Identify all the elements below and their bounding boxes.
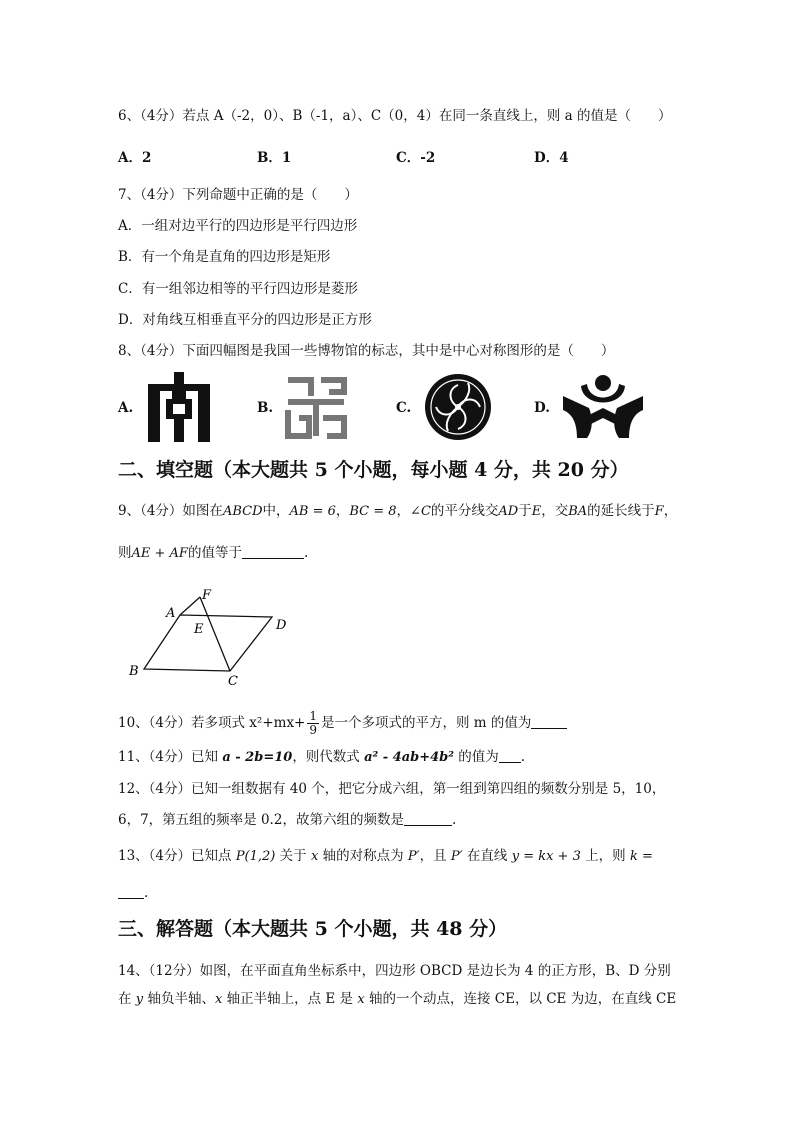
q12-period: .: [451, 812, 457, 828]
museum-logo-a-icon: [148, 372, 210, 442]
q9-label-e: E: [194, 622, 204, 637]
q9-line2-prefix: 则: [118, 545, 132, 561]
q9-expr: AE + AF: [131, 546, 188, 561]
question-13-line-1: [118, 847, 653, 866]
q9-mid1: 中，: [262, 503, 290, 519]
q9-angle: ∠C: [410, 504, 431, 519]
q7-option-d[interactable]: D．对角线互相垂直平分的四边形是正方形: [118, 312, 372, 328]
q6-option-d[interactable]: D．4: [534, 150, 569, 166]
question-9-line-2: [118, 544, 308, 563]
q8-option-d[interactable]: D.: [534, 400, 550, 416]
q9-prefix: 9、（4分）如图在: [118, 503, 223, 519]
q11-prefix: 11、（4分）已知: [118, 749, 223, 765]
q14-line2-d: 轴的一个动点，连接 CE，以 CE 为边，在直线 CE: [364, 991, 677, 1007]
q10-prefix: 10、（4分）若多项式 x²+mx+: [118, 715, 306, 731]
q9-comma: ，: [335, 503, 350, 519]
q10-frac-num: 1: [309, 709, 318, 723]
q11-expr: a² - 4ab+4b²: [364, 750, 454, 765]
q13-mid1: 关于: [275, 848, 311, 864]
q7-option-c[interactable]: C．有一组邻边相等的平行四边形是菱形: [118, 281, 358, 297]
q13-mid5: 上，则: [580, 848, 630, 864]
museum-logo-d-icon: [563, 374, 643, 440]
q9-bc: BC = 8: [349, 504, 397, 519]
q11-mid: ，则代数式: [292, 749, 365, 765]
q9-f: F: [654, 504, 664, 519]
q8-option-b[interactable]: B.: [257, 400, 274, 416]
question-8: 8、（4分）下面四幅图是我国一些博物馆的标志，其中是中心对称图形的是（ ）: [118, 343, 615, 359]
q9-end: ，: [663, 503, 678, 519]
q9-label-c: C: [228, 674, 238, 689]
q8-option-c[interactable]: C.: [396, 400, 412, 416]
q13-point: P(1,2): [235, 849, 276, 864]
q13-mid4: 在直线: [462, 848, 512, 864]
q10-fraction: [307, 710, 319, 737]
q9-line2-suffix: 的值等于: [187, 545, 242, 561]
q9-ad: AD: [498, 504, 519, 519]
question-10: [118, 710, 567, 736]
q9-period: .: [303, 545, 309, 561]
question-6: 6、（4分）若点 A（-2，0）、B（-1，a）、C（0，4）在同一条直线上，则 a 的值是（ ）: [118, 108, 672, 124]
q11-answer-blank[interactable]: [499, 748, 521, 763]
q13-line: y = kx + 3: [511, 849, 581, 864]
q13-mid3: ，且: [419, 848, 451, 864]
q14-x: x: [214, 992, 223, 1007]
question-11: [118, 748, 525, 767]
q6-option-a[interactable]: A．2: [118, 150, 152, 166]
q8-option-a[interactable]: A.: [118, 400, 134, 416]
question-14-line-2: [118, 990, 676, 1009]
q11-suffix: 的值为: [453, 749, 499, 765]
q12-answer-blank[interactable]: [404, 811, 452, 826]
q14-y: y: [135, 992, 144, 1007]
q10-answer-blank[interactable]: [531, 714, 567, 729]
q14-line2-c: 轴正半轴上，点 E 是: [222, 991, 358, 1007]
question-12-line-2: [118, 811, 456, 829]
q9-label-d: D: [276, 618, 287, 633]
q13-pp: P′: [407, 849, 420, 864]
q13-k: k =: [629, 849, 653, 864]
q13-answer-blank[interactable]: [118, 884, 144, 899]
q9-ba: BA: [568, 504, 588, 519]
q14-line2-b: 轴负半轴、: [143, 991, 215, 1007]
q11-period: .: [520, 749, 526, 765]
q10-frac-den: 9: [309, 723, 318, 737]
q9-label-b: B: [129, 664, 139, 679]
q13-period: .: [144, 885, 149, 901]
q9-mid2: 的平分线交: [430, 503, 499, 519]
q13-x: x: [310, 849, 319, 864]
q14-x2: x: [357, 992, 365, 1007]
q13-pp2: P′: [450, 849, 463, 864]
question-7: 7、（4分）下列命题中正确的是（ ）: [118, 187, 358, 203]
q10-suffix: 是一个多项式的平方，则 m 的值为: [321, 715, 532, 731]
museum-logo-c-icon: [424, 373, 492, 441]
q9-label-f: F: [202, 588, 212, 603]
q6-option-c[interactable]: C．-2: [396, 150, 436, 166]
museum-logo-b-icon: [285, 374, 347, 440]
q14-line2-a: 在: [118, 991, 136, 1007]
section-3-title: 三、解答题（本大题共 5 个小题，共 48 分）: [118, 918, 508, 940]
q7-option-b[interactable]: B．有一个角是直角的四边形是矩形: [118, 249, 331, 265]
q9-mid4: ，交: [541, 503, 569, 519]
q12-line2: 6，7，第五组的频率是 0.2，故第六组的频数是: [118, 812, 404, 828]
question-9-line-1: [118, 502, 677, 521]
question-12-line-1: 12、（4分）已知一组数据有 40 个，把它分成六组，第一组到第四组的频数分别是 5，10，: [118, 781, 666, 797]
q9-parallelogram-figure: [124, 585, 294, 690]
question-13-line-2: [118, 884, 148, 902]
section-2-title: 二、填空题（本大题共 5 个小题，每小题 4 分，共 20 分）: [118, 459, 629, 481]
q9-shape: ABCD: [222, 504, 263, 519]
q9-mid3: 于: [518, 503, 532, 519]
q7-option-a[interactable]: A．一组对边平行的四边形是平行四边形: [118, 218, 358, 234]
q13-prefix: 13、（4分）已知点: [118, 848, 236, 864]
q9-label-a: A: [166, 606, 176, 621]
question-14-line-1: 14、（12分）如图，在平面直角坐标系中，四边形 OBCD 是边长为 4 的正方形，B、D 分别: [118, 963, 671, 979]
q6-option-b[interactable]: B．1: [257, 150, 292, 166]
q9-comma2: ，: [396, 503, 411, 519]
q9-answer-blank[interactable]: [242, 544, 304, 559]
q9-ab: AB = 6: [289, 504, 336, 519]
q11-cond: a - 2b=10: [222, 750, 293, 765]
q9-e: E: [531, 504, 542, 519]
q13-mid2: 轴的对称点为: [318, 848, 408, 864]
q9-mid5: 的延长线于: [587, 503, 655, 519]
